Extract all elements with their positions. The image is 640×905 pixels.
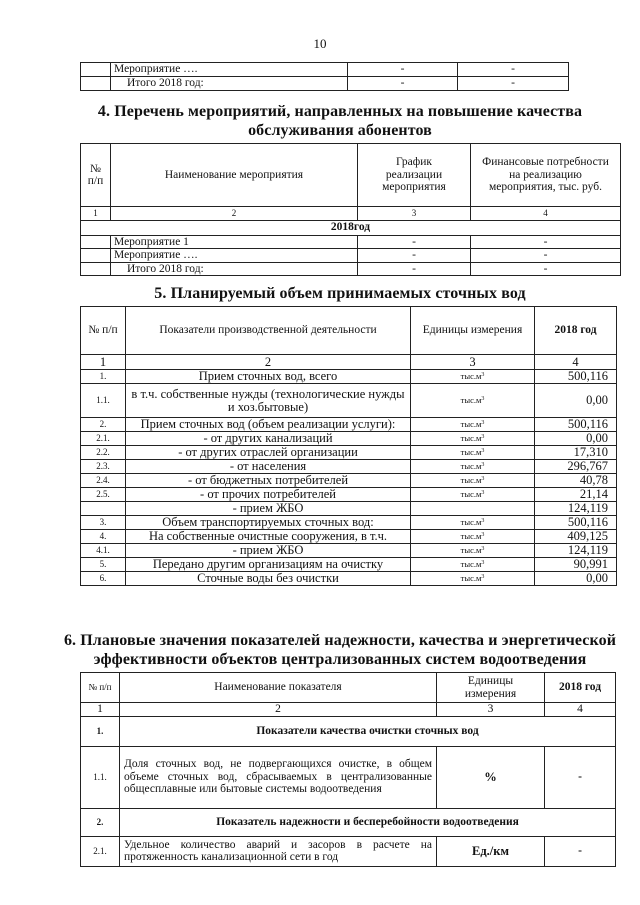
- group-num: 1.: [81, 716, 120, 746]
- header-finance: Финансовые потребности на реализацию мероприятия, тыс. руб.: [471, 144, 621, 207]
- unit-sup: 3: [481, 434, 485, 441]
- measure-name: Мероприятие 1: [111, 235, 358, 249]
- indicator-name: Удельное количество аварий и засоров в расчете на протяженность канализационной сети в год: [120, 836, 437, 866]
- unit-sup: 3: [481, 560, 485, 567]
- unit-cell: [411, 516, 535, 530]
- unit-cell: [411, 530, 535, 544]
- indicator-name: Сточные воды без очистки: [126, 572, 411, 586]
- table-row: [81, 418, 617, 432]
- unit-base: тыс.м: [460, 395, 482, 406]
- table-row: [81, 77, 569, 91]
- table-row: [81, 530, 617, 544]
- total-finance: -: [471, 262, 621, 276]
- unit-base: тыс.м: [460, 573, 482, 584]
- unit-sup: 3: [481, 476, 485, 483]
- col-number: 4: [471, 207, 621, 221]
- table-row: [81, 746, 616, 808]
- indicator-value: -: [545, 746, 616, 808]
- header-name: Наименование мероприятия: [111, 144, 358, 207]
- value-2018: 0,00: [535, 384, 617, 418]
- header-year: 2018 год: [545, 673, 616, 703]
- unit-sup: 3: [481, 532, 485, 539]
- measure-schedule: -: [348, 63, 458, 77]
- total-schedule: -: [358, 262, 471, 276]
- col-number: 3: [437, 703, 545, 717]
- value-2018: 17,310: [535, 446, 617, 460]
- row-num: 2.: [81, 418, 126, 432]
- col-number: 2: [126, 355, 411, 370]
- row-num: 1.: [81, 370, 126, 384]
- row-num: 1.1.: [81, 384, 126, 418]
- value-2018: 500,116: [535, 418, 617, 432]
- row-num: 4.: [81, 530, 126, 544]
- measure-schedule: -: [358, 235, 471, 249]
- section4-table: [80, 143, 621, 276]
- row-num: 2.2.: [81, 446, 126, 460]
- measure-schedule: -: [358, 249, 471, 263]
- total-label: Итого 2018 год:: [111, 262, 358, 276]
- measure-finance: -: [458, 63, 569, 77]
- col-number: 4: [545, 703, 616, 717]
- value-2018: 124,119: [535, 544, 617, 558]
- unit-cell: [411, 544, 535, 558]
- header-unit: Единицы измерения: [437, 673, 545, 703]
- indicator-name: Доля сточных вод, не подвергающихся очистке, в общем объеме сточных вод, сбрасываемых в централизованные общесплавные или бытовые системы водоотведения: [120, 746, 437, 808]
- measure-name: Мероприятие ….: [111, 249, 358, 263]
- unit-sup: 3: [481, 396, 485, 403]
- indicator-name: - прием ЖБО: [126, 544, 411, 558]
- column-number-row: [81, 703, 616, 717]
- value-2018: 409,125: [535, 530, 617, 544]
- value-2018: 40,78: [535, 474, 617, 488]
- year-row: [81, 220, 621, 235]
- unit-base: тыс.м: [460, 475, 482, 486]
- group-num: 2.: [81, 808, 120, 836]
- section5-rows: [81, 370, 617, 586]
- indicator-name: Прием сточных вод, всего: [126, 370, 411, 384]
- indicator-name: - от других канализаций: [126, 432, 411, 446]
- table-row: [81, 488, 617, 502]
- row-num: 2.1.: [81, 836, 120, 866]
- table-row: [81, 516, 617, 530]
- indicator-value: -: [545, 836, 616, 866]
- table-row: [81, 249, 621, 263]
- year-label: 2018год: [81, 220, 621, 235]
- col-number: 2: [120, 703, 437, 717]
- header-row: [81, 307, 617, 355]
- row-num: 5.: [81, 558, 126, 572]
- measure-name: Мероприятие ….: [111, 63, 348, 77]
- indicator-name: - от прочих потребителей: [126, 488, 411, 502]
- header-year: 2018 год: [535, 307, 617, 355]
- unit-cell: [411, 460, 535, 474]
- value-2018: 0,00: [535, 432, 617, 446]
- unit-sup: 3: [481, 574, 485, 581]
- col-number: 3: [411, 355, 535, 370]
- unit-cell: [411, 432, 535, 446]
- table-row: [81, 558, 617, 572]
- unit-sup: 3: [481, 490, 485, 497]
- col-number: 4: [535, 355, 617, 370]
- header-row: [81, 673, 616, 703]
- indicator-name: - прием ЖБО: [126, 502, 411, 516]
- header-num: № п/п: [81, 307, 126, 355]
- unit-base: тыс.м: [460, 371, 482, 382]
- col-number: 1: [81, 355, 126, 370]
- unit-cell: [411, 572, 535, 586]
- row-num: 2.4.: [81, 474, 126, 488]
- row-num: 3.: [81, 516, 126, 530]
- row-num: [81, 77, 111, 91]
- indicator-name: Объем транспортируемых сточных вод:: [126, 516, 411, 530]
- indicator-name: - от бюджетных потребителей: [126, 474, 411, 488]
- unit-sup: 3: [481, 546, 485, 553]
- continued-measures-table: [80, 62, 569, 91]
- unit-base: тыс.м: [460, 545, 482, 556]
- header-row: [81, 144, 621, 207]
- section4-title: [60, 102, 620, 140]
- col-number: 3: [358, 207, 471, 221]
- unit-cell: [411, 446, 535, 460]
- unit-sup: 3: [481, 420, 485, 427]
- unit-base: тыс.м: [460, 517, 482, 528]
- table-row: [81, 474, 617, 488]
- table-row: [81, 544, 617, 558]
- row-num: [81, 249, 111, 263]
- total-schedule: -: [348, 77, 458, 91]
- unit-sup: 3: [481, 372, 485, 379]
- table-row: [81, 460, 617, 474]
- row-num: 6.: [81, 572, 126, 586]
- section5-title: 5. Планируемый объем принимаемых сточных вод: [154, 285, 526, 302]
- unit-sup: 3: [481, 462, 485, 469]
- unit-cell: [411, 558, 535, 572]
- value-2018: 500,116: [535, 516, 617, 530]
- section6-table: [80, 672, 616, 867]
- unit-cell: [411, 384, 535, 418]
- indicator-unit: Ед./км: [437, 836, 545, 866]
- group-row: [81, 808, 616, 836]
- col-number: 1: [81, 703, 120, 717]
- table-row: [81, 262, 621, 276]
- header-num: № п/п: [81, 673, 120, 703]
- indicator-name: - от населения: [126, 460, 411, 474]
- unit-base: тыс.м: [460, 531, 482, 542]
- unit-sup: 3: [481, 448, 485, 455]
- value-2018: 21,14: [535, 488, 617, 502]
- row-num: [81, 63, 111, 77]
- header-name: Показатели производственной деятельности: [126, 307, 411, 355]
- header-schedule: График реализации мероприятия: [358, 144, 471, 207]
- table-row: [81, 432, 617, 446]
- header-unit: Единицы измерения: [411, 307, 535, 355]
- section6-title-line1: 6. Плановые значения показателей надежности, качества и энергетической: [63, 632, 617, 649]
- section5-table: [80, 306, 617, 586]
- unit-base: тыс.м: [460, 419, 482, 430]
- indicator-name: в т.ч. собственные нужды (технологические нужды и хоз.бытовые): [126, 384, 411, 418]
- unit-cell: [411, 370, 535, 384]
- table-row: [81, 502, 617, 516]
- page-number: 10: [313, 36, 327, 51]
- indicator-name: Прием сточных вод (объем реализации услуги):: [126, 418, 411, 432]
- unit-cell: [411, 418, 535, 432]
- measure-finance: -: [471, 235, 621, 249]
- header-name: Наименование показателя: [120, 673, 437, 703]
- section4-title-line2: обслуживания абонентов: [248, 122, 432, 139]
- table-row: [81, 572, 617, 586]
- group-title: Показатель надежности и бесперебойности водоотведения: [120, 808, 616, 836]
- unit-base: тыс.м: [460, 461, 482, 472]
- group-title: Показатели качества очистки сточных вод: [120, 716, 616, 746]
- unit-cell: [411, 474, 535, 488]
- indicator-name: - от других отраслей организации: [126, 446, 411, 460]
- table-row: [81, 63, 569, 77]
- section6-title: [60, 631, 620, 669]
- row-num: 2.3.: [81, 460, 126, 474]
- value-2018: 124,119: [535, 502, 617, 516]
- row-num: [81, 262, 111, 276]
- unit-base: тыс.м: [460, 447, 482, 458]
- table-row: [81, 446, 617, 460]
- unit-base: тыс.м: [460, 433, 482, 444]
- table-row: [81, 235, 621, 249]
- row-num: [81, 502, 126, 516]
- group-row: [81, 716, 616, 746]
- row-num: 1.1.: [81, 746, 120, 808]
- col-number: 2: [111, 207, 358, 221]
- table-row: [81, 370, 617, 384]
- unit-sup: 3: [481, 518, 485, 525]
- total-label: Итого 2018 год:: [111, 77, 348, 91]
- indicator-unit: %: [437, 746, 545, 808]
- header-num: № п/п: [81, 144, 111, 207]
- table-row: [81, 384, 617, 418]
- table-row: [81, 836, 616, 866]
- value-2018: 296,767: [535, 460, 617, 474]
- total-finance: -: [458, 77, 569, 91]
- unit-base: тыс.м: [460, 489, 482, 500]
- section6-title-line2: эффективности объектов централизованных систем водоотведения: [93, 651, 587, 668]
- section4-title-line1: 4. Перечень мероприятий, направленных на повышение качества: [97, 103, 583, 120]
- unit-cell: [411, 488, 535, 502]
- column-number-row: [81, 207, 621, 221]
- indicator-name: На собственные очистные сооружения, в т.ч.: [126, 530, 411, 544]
- col-number: 1: [81, 207, 111, 221]
- value-2018: 500,116: [535, 370, 617, 384]
- row-num: 2.1.: [81, 432, 126, 446]
- value-2018: 0,00: [535, 572, 617, 586]
- value-2018: 90,991: [535, 558, 617, 572]
- row-num: 4.1.: [81, 544, 126, 558]
- column-number-row: [81, 355, 617, 370]
- unit-base: тыс.м: [460, 559, 482, 570]
- row-num: 2.5.: [81, 488, 126, 502]
- unit-cell: [411, 502, 535, 516]
- indicator-name: Передано другим организациям на очистку: [126, 558, 411, 572]
- row-num: [81, 235, 111, 249]
- measure-finance: -: [471, 249, 621, 263]
